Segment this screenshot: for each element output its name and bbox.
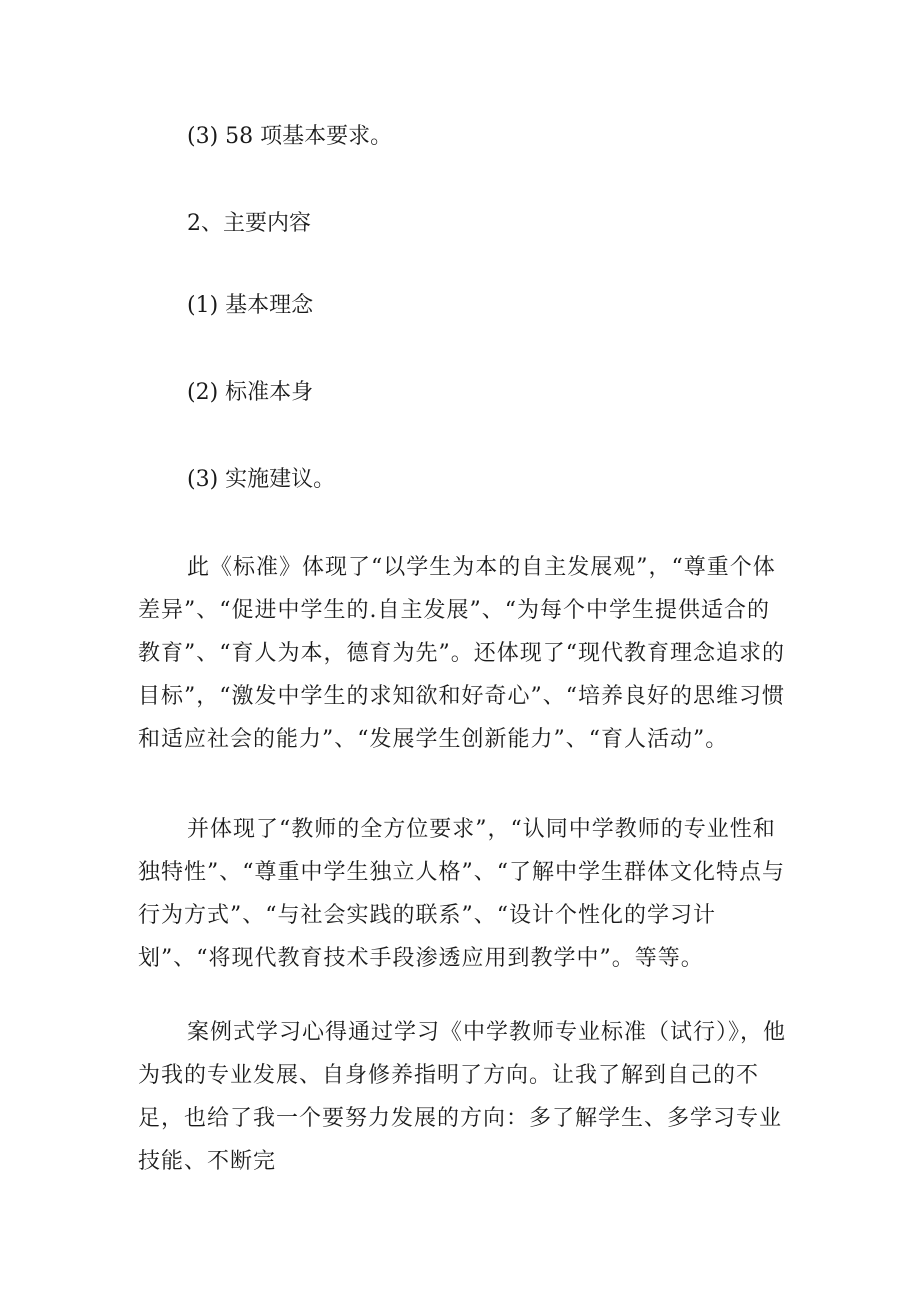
list-item-implementation-advice: (3) 实施建议。 — [187, 467, 336, 492]
list-item-standard-itself: (2) 标准本身 — [187, 380, 314, 405]
paragraph-standard-reflects: 此《标准》体现了“以学生为本的自主发展观”，“尊重个体差异”、“促进中学生的.自主发展”、“为每个中学生提供适合的教育”、“育人为本，德育为先”。还体现了“现代教育理念追求的目标”，“激发中学生的求知欲和好奇心”、“培养良好的思维习惯和适应社会的能力”、“发展学生创新能力”、“育人活动”。 — [138, 555, 785, 752]
section-heading-main-content: 2、主要内容 — [187, 211, 311, 236]
list-item-basic-concept: (1) 基本理念 — [187, 293, 314, 318]
paragraph-learning-reflection: 案例式学习心得通过学习《中学教师专业标准（试行）》，他为我的专业发展、自身修养指明了方向。让我了解到自己的不足，也给了我一个要努力发展的方向：多了解学生、多学习专业技能、不断完 — [138, 1020, 787, 1174]
paragraph-teacher-requirements: 并体现了“教师的全方位要求”，“认同中学教师的专业性和独特性”、“尊重中学生独立人格”、“了解中学生群体文化特点与行为方式”、“与社会实践的联系”、“设计个性化的学习计划”、“将现代教育技术手段渗透应用到教学中”。等等。 — [138, 817, 785, 971]
list-item-58-requirements: (3) 58 项基本要求。 — [187, 124, 393, 149]
